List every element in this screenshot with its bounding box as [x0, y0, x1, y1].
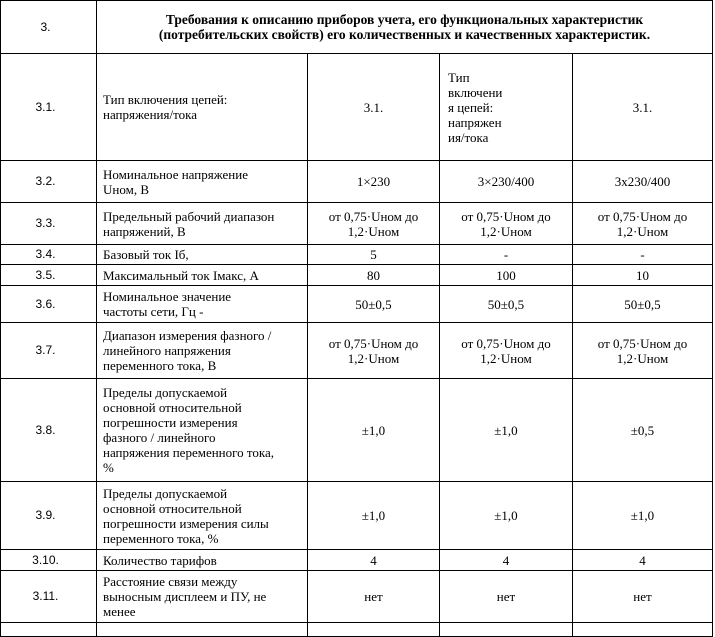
table-row — [1, 323, 713, 379]
value-cell-3: 50±0,5 — [573, 286, 713, 323]
value-cell-3: ±0,5 — [573, 379, 713, 482]
row-number: 3.7. — [1, 323, 97, 379]
value-cell-3: 3х230/400 — [573, 161, 713, 203]
text-line: фазного / линейного — [103, 430, 216, 445]
text-line: частоты сети, Гц - — [103, 304, 204, 319]
parameter-name — [97, 482, 308, 550]
text-line: ия/тока — [448, 129, 489, 145]
text-line: от 0,75·Uном до — [597, 335, 688, 351]
value-cell-1: 5 — [308, 245, 440, 265]
text-line: от 0,75·Uном до — [328, 208, 419, 224]
table-row — [1, 54, 713, 161]
text-line: Диапазон измерения фазного / — [103, 328, 272, 343]
text-line: Тип включения цепей: — [103, 92, 228, 107]
table-row — [1, 379, 713, 482]
section-title-line: (потребительских свойств) его количественных и качественных характеристик. — [158, 27, 651, 42]
value-cell-1: 1×230 — [308, 161, 440, 203]
text-line: от 0,75·Uном до — [461, 208, 551, 224]
text-line: Номинальное значение — [103, 289, 232, 304]
row-number: 3.4. — [1, 245, 97, 265]
text-line: 1,2·Uном — [616, 223, 669, 239]
value-cell-2 — [440, 54, 573, 161]
value-cell-2 — [440, 203, 573, 245]
value-cell-3 — [573, 323, 713, 379]
value-cell-2: ±1,0 — [440, 379, 573, 482]
text-line: напряжений, В — [103, 223, 186, 239]
value-cell-2: 50±0,5 — [440, 286, 573, 323]
text-line: переменного тока, В — [103, 358, 217, 373]
value-cell-1: 3.1. — [308, 54, 440, 161]
row-number: 3.5. — [1, 265, 97, 286]
table-row — [1, 550, 713, 571]
value-cell-1: ±1,0 — [308, 379, 440, 482]
text-line: Uном, В — [103, 181, 149, 197]
table-row — [1, 482, 713, 550]
parameter-name — [97, 286, 308, 323]
text-line: напряжения переменного тока, — [103, 445, 275, 460]
parameter-name — [97, 379, 308, 482]
text-line: Тип — [448, 69, 470, 85]
text-line: от 0,75·Uном до — [597, 208, 688, 224]
parameter-name: Максимальный ток Iмакс, А — [97, 265, 308, 286]
parameter-name — [97, 161, 308, 203]
value-cell-3 — [573, 203, 713, 245]
row-number: 3.2. — [1, 161, 97, 203]
row-number: 3.9. — [1, 482, 97, 550]
text-line: менее — [103, 604, 136, 619]
text-line: линейного напряжения — [103, 343, 231, 358]
text-line: основной относительной — [103, 400, 242, 415]
value-cell-2: 3×230/400 — [440, 161, 573, 203]
text-line: от 0,75·Uном до — [328, 335, 419, 351]
value-cell-1 — [308, 203, 440, 245]
value-cell-2: 4 — [440, 550, 573, 571]
section-title — [97, 1, 713, 54]
text-line: Предельный рабочий диапазон — [103, 208, 275, 224]
table-row — [1, 203, 713, 245]
parameter-name: Количество тарифов — [97, 550, 308, 571]
table-row — [1, 161, 713, 203]
text-line: 1,2·Uном — [480, 350, 532, 366]
value-cell-3: 3.1. — [573, 54, 713, 161]
text-line: напряжения/тока — [103, 107, 197, 122]
row-number: 3.6. — [1, 286, 97, 323]
value-cell-2: - — [440, 245, 573, 265]
value-cell-3: - — [573, 245, 713, 265]
value-cell-3: ±1,0 — [573, 482, 713, 550]
table-row — [1, 245, 713, 265]
text-line: включени — [448, 84, 503, 100]
table-row — [1, 571, 713, 623]
value-cell-3: нет — [573, 571, 713, 623]
value-cell-3: 4 — [573, 550, 713, 571]
text-line: погрешности измерения силы — [103, 515, 269, 531]
value-cell-3: 10 — [573, 265, 713, 286]
parameter-name — [97, 203, 308, 245]
text-line: 1,2·Uном — [347, 223, 400, 239]
value-cell-2 — [440, 323, 573, 379]
row-number: 3.8. — [1, 379, 97, 482]
text-line: переменного тока, % — [103, 530, 219, 546]
text-line: 1,2·Uном — [616, 350, 669, 366]
text-line: Пределы допускаемой — [103, 385, 228, 400]
table-row — [1, 265, 713, 286]
value-cell-1: 80 — [308, 265, 440, 286]
text-line: Расстояние связи между — [103, 574, 238, 589]
text-line: Номинальное напряжение — [103, 166, 248, 182]
parameter-name — [97, 323, 308, 379]
parameter-name — [97, 571, 308, 623]
section-number: 3. — [1, 1, 97, 54]
value-cell-1: нет — [308, 571, 440, 623]
text-line: я цепей: — [448, 99, 494, 115]
value-cell-1: 4 — [308, 550, 440, 571]
value-cell-2: ±1,0 — [440, 482, 573, 550]
value-cell-1: ±1,0 — [308, 482, 440, 550]
row-number: 3.10. — [1, 550, 97, 571]
text-line: напряжен — [448, 114, 502, 130]
text-line: 1,2·Uном — [480, 223, 532, 239]
section-title-line: Требования к описанию приборов учета, его функциональных характеристик — [165, 12, 644, 27]
text-line: 1,2·Uном — [347, 350, 400, 366]
text-line: основной относительной — [103, 500, 242, 516]
text-line: % — [103, 460, 114, 475]
parameter-name: Базовый ток Iб, — [97, 245, 308, 265]
header-row — [1, 1, 713, 54]
table-row — [1, 286, 713, 323]
text-line: Пределы допускаемой — [103, 485, 228, 501]
text-line: выносным дисплеем и ПУ, не — [103, 589, 267, 604]
value-cell-1: 50±0,5 — [308, 286, 440, 323]
text-line: погрешности измерения — [103, 415, 238, 430]
value-cell-2: 100 — [440, 265, 573, 286]
parameter-name — [97, 54, 308, 161]
text-line: от 0,75·Uном до — [461, 335, 551, 351]
row-number: 3.1. — [1, 54, 97, 161]
row-number: 3.11. — [1, 571, 97, 623]
row-number: 3.3. — [1, 203, 97, 245]
value-cell-2: нет — [440, 571, 573, 623]
value-cell-1 — [308, 323, 440, 379]
